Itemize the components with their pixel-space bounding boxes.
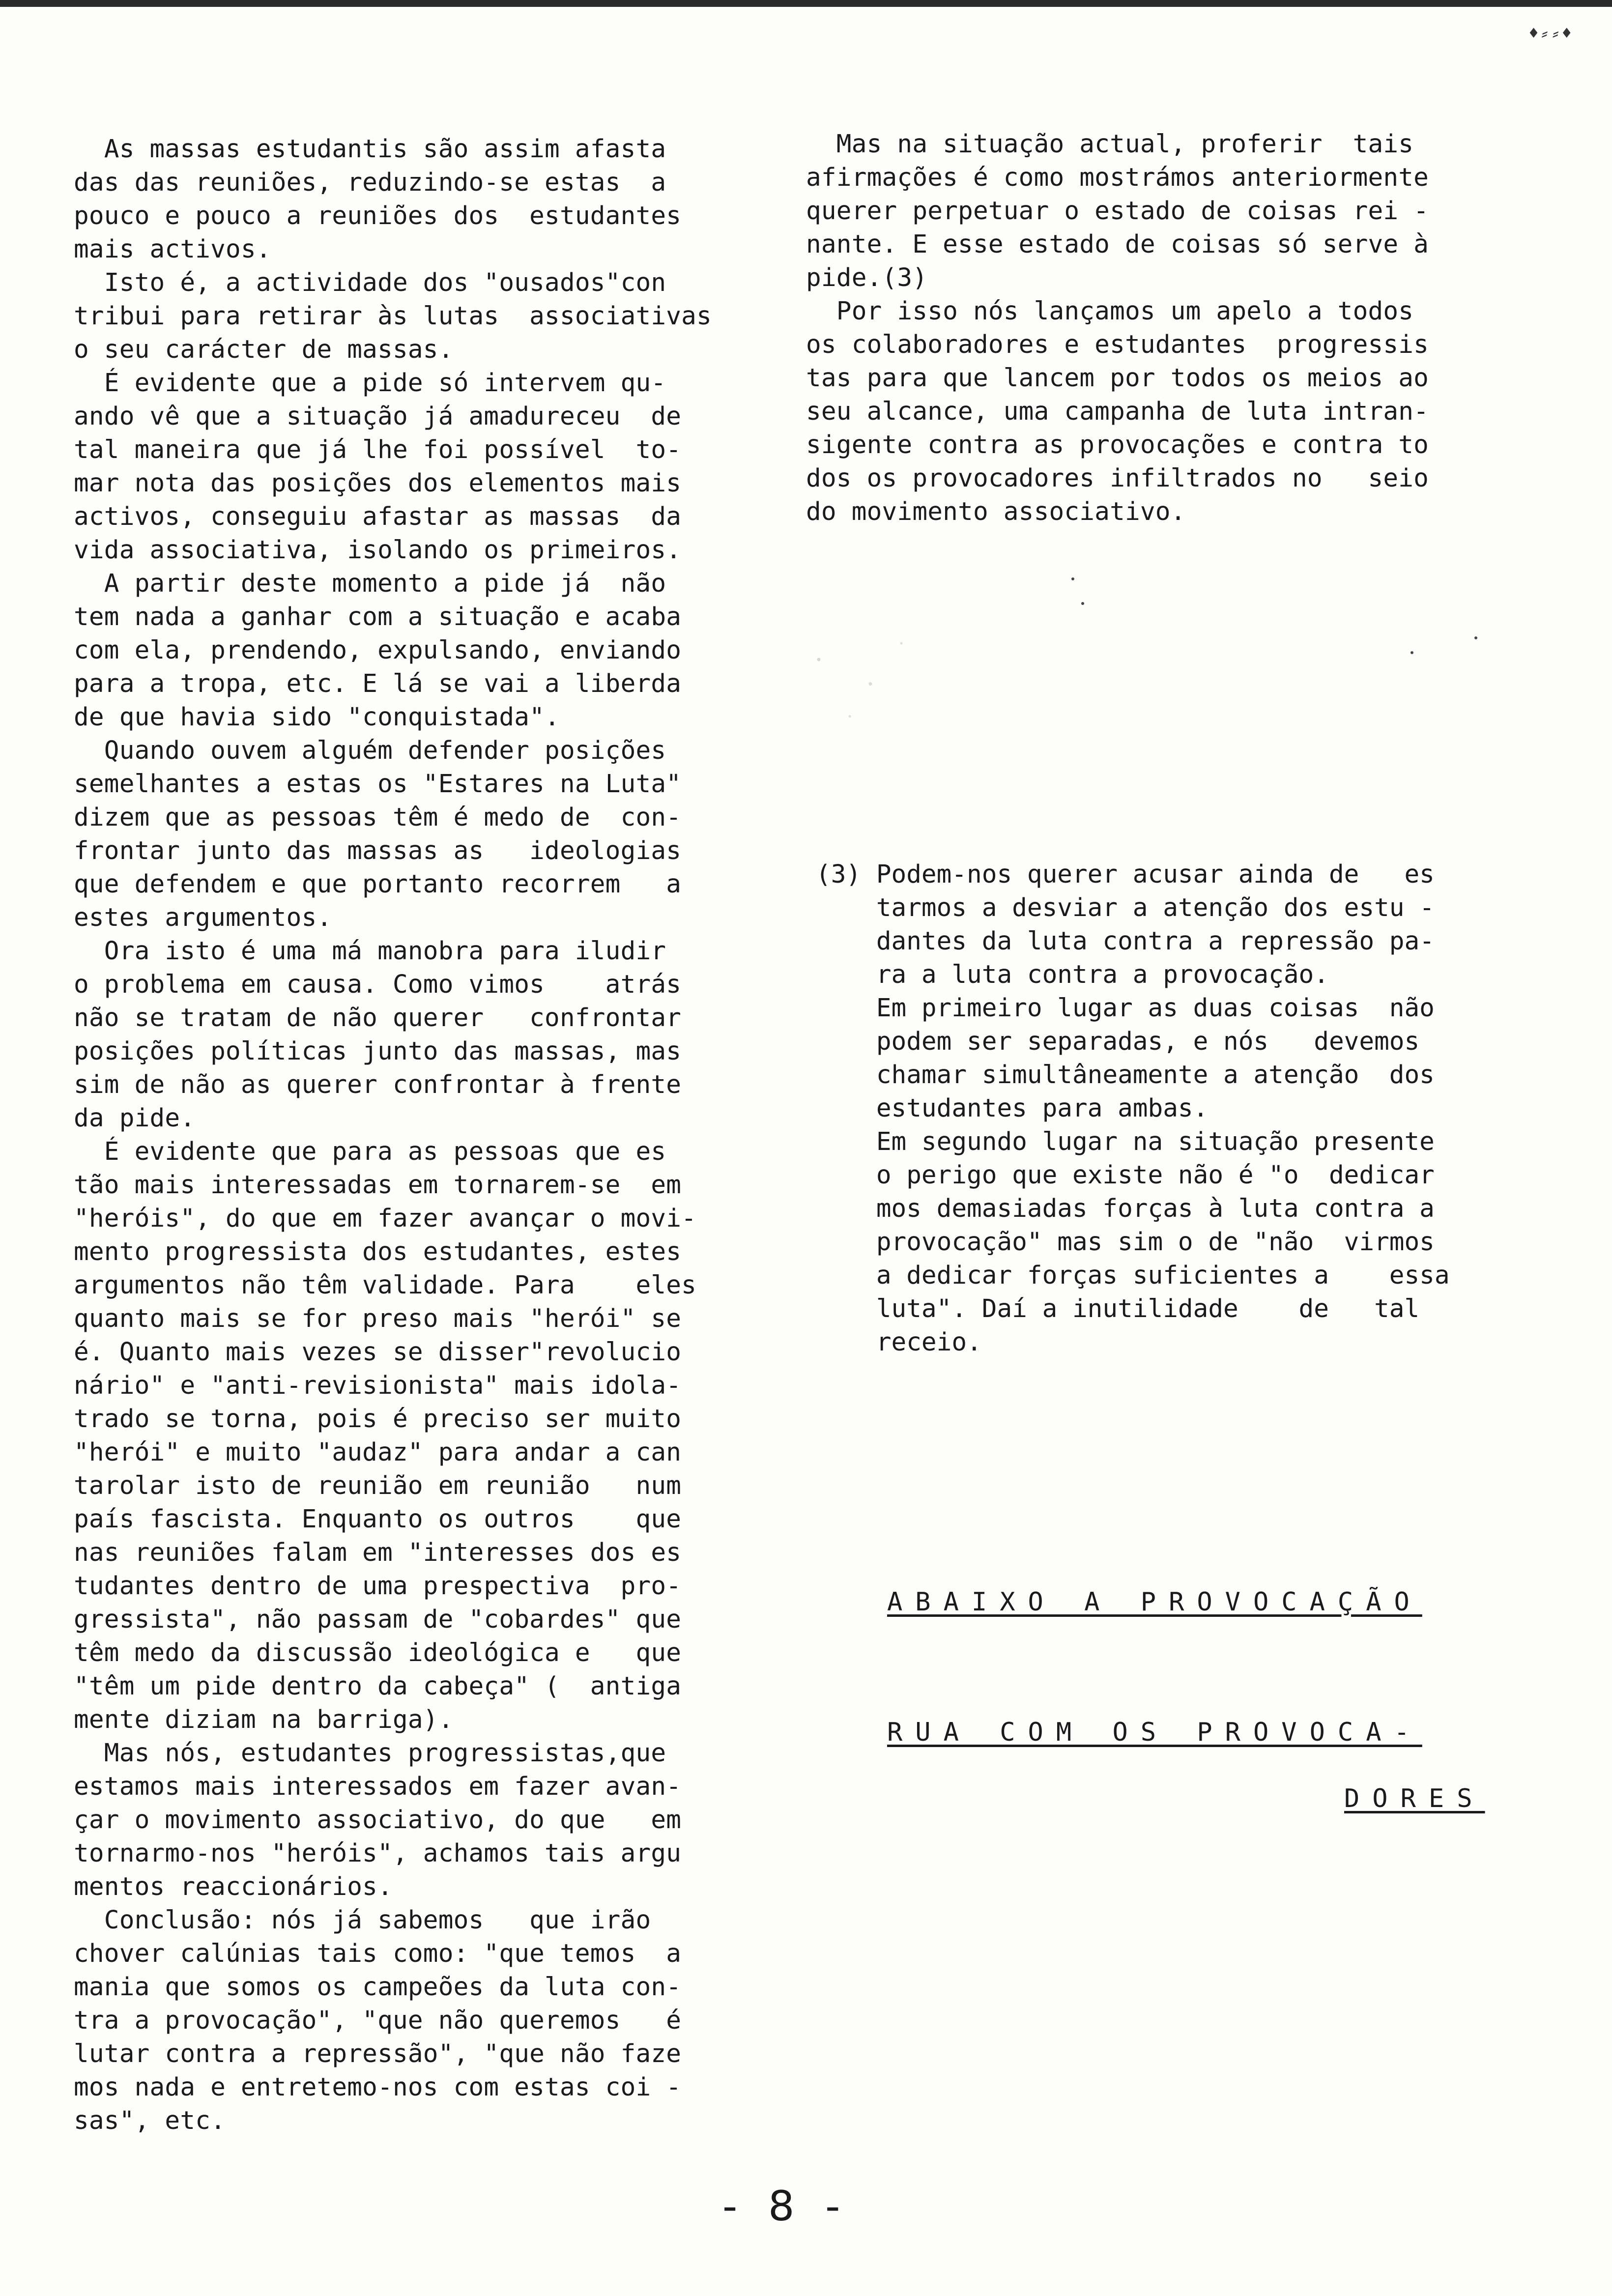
slogan-rua: RUA COM OS PROVOCA- [887, 1718, 1422, 1747]
text-line: Mas nós, estudantes progressistas,que [74, 1739, 666, 1768]
ink-speck [1410, 651, 1413, 654]
text-line: da pide. [74, 1104, 196, 1133]
text-line: Por isso nós lançamos um apelo a todos [806, 297, 1414, 326]
text-line: é. Quanto mais vezes se disser"revolucio [74, 1338, 682, 1367]
page-number: - 8 - [722, 2182, 849, 2230]
text-line: mento progressista dos estudantes, estes [74, 1237, 682, 1266]
text-line: pouco e pouco a reuniões dos estudantes [74, 201, 682, 230]
text-line: estamos mais interessados em fazer avan- [74, 1772, 682, 1801]
text-line: estes argumentos. [74, 903, 332, 932]
text-line: dizem que as pessoas têm é medo de con- [74, 803, 682, 832]
text-line: gressista", não passam de "cobardes" que [74, 1605, 682, 1634]
text-line: vida associativa, isolando os primeiros. [74, 536, 682, 565]
text-line: nário" e "anti-revisionista" mais idola- [74, 1371, 682, 1400]
text-line: não se tratam de não querer confrontar [74, 1004, 682, 1033]
slogan-dores: DORES [1344, 1784, 1485, 1813]
text-line: com ela, prendendo, expulsando, enviando [74, 636, 682, 665]
ink-speck [1474, 636, 1477, 639]
text-line: mar nota das posições dos elementos mais [74, 469, 682, 498]
footnote-line: mos demasiadas forças à luta contra a [816, 1194, 1435, 1223]
text-line: Ora isto é uma má manobra para iludir [74, 937, 666, 966]
text-line: As massas estudantis são assim afasta [74, 135, 666, 164]
text-line: sas", etc. [74, 2106, 226, 2135]
text-line: o seu carácter de massas. [74, 335, 454, 364]
text-line: tem nada a ganhar com a situação e acaba [74, 603, 682, 631]
text-line: do movimento associativo. [806, 497, 1186, 526]
text-line: tão mais interessadas em tornarem-se em [74, 1171, 682, 1200]
footnote-line: podem ser separadas, e nós devemos [816, 1027, 1420, 1056]
text-line: dos os provocadores infiltrados no seio [806, 464, 1429, 493]
footnote-line: (3) Podem-nos querer acusar ainda de es [816, 860, 1435, 889]
text-line: activos, conseguiu afastar as massas da [74, 502, 682, 531]
footnote-line: a dedicar forças suficientes a essa [816, 1261, 1450, 1290]
text-line: É evidente que para as pessoas que es [74, 1137, 666, 1166]
text-line: os colaboradores e estudantes progressis [806, 330, 1429, 359]
ink-speck [1081, 602, 1084, 605]
footnote-line: dantes da luta contra a repressão pa- [816, 927, 1435, 956]
text-line: "têm um pide dentro da cabeça" ( antiga [74, 1672, 682, 1701]
top-border [0, 0, 1612, 7]
text-line: Mas na situação actual, proferir tais [806, 130, 1414, 159]
text-line: É evidente que a pide só intervem qu- [74, 369, 666, 398]
footnote [816, 858, 1504, 1359]
footnote-line: luta". Daí a inutilidade de tal [816, 1294, 1420, 1323]
corner-mark: ♦⸗⸗♦ [1528, 24, 1573, 43]
text-line: tudantes dentro de uma prespectiva pro- [74, 1572, 682, 1601]
footnote-line: chamar simultâneamente a atenção dos [816, 1061, 1435, 1090]
text-line: Isto é, a actividade dos "ousados"con [74, 268, 666, 297]
text-line: mentos reaccionários. [74, 1872, 393, 1901]
text-line: A partir deste momento a pide já não [74, 569, 666, 598]
text-line: tarolar isto de reunião em reunião num [74, 1471, 682, 1500]
text-line: tornarmo-nos "heróis", achamos tais argu [74, 1839, 682, 1868]
ink-smudge [757, 595, 963, 757]
text-line: mente diziam na barriga). [74, 1705, 454, 1734]
ink-speck [1071, 577, 1074, 580]
text-line: pide.(3) [806, 263, 928, 292]
footnote-line: receio. [816, 1328, 982, 1357]
text-line: ando vê que a situação já amadureceu de [74, 402, 682, 431]
right-column [806, 128, 1494, 529]
text-line: sim de não as querer confrontar à frente [74, 1070, 682, 1099]
footnote-line: Em primeiro lugar as duas coisas não [816, 994, 1435, 1023]
text-line: tra a provocação", "que não queremos é [74, 2006, 682, 2035]
text-line: sigente contra as provocações e contra to [806, 430, 1429, 459]
footnote-line: Em segundo lugar na situação presente [816, 1127, 1435, 1156]
text-line: tal maneira que já lhe foi possível to- [74, 435, 682, 464]
text-line: "herói" e muito "audaz" para andar a can [74, 1438, 682, 1467]
text-line: para a tropa, etc. E lá se vai a liberda [74, 669, 682, 698]
text-line: querer perpetuar o estado de coisas rei - [806, 197, 1429, 226]
text-line: tribui para retirar às lutas associativas [74, 302, 712, 331]
text-line: que defendem e que portanto recorrem a [74, 870, 682, 899]
footnote-line: ra a luta contra a provocação. [816, 960, 1329, 989]
text-line: das das reuniões, reduzindo-se estas a [74, 168, 666, 197]
text-line: Conclusão: nós já sabemos que irão [74, 1906, 651, 1935]
text-line: mania que somos os campeões da luta con- [74, 1973, 682, 2002]
text-line: o problema em causa. Como vimos atrás [74, 970, 682, 999]
text-line: quanto mais se for preso mais "herói" se [74, 1304, 682, 1333]
text-line: chover calúnias tais como: "que temos a [74, 1939, 682, 1968]
text-line: nas reuniões falam em "interesses dos es [74, 1538, 682, 1567]
left-column [74, 133, 737, 2138]
text-line: afirmações é como mostrámos anteriormente [806, 163, 1429, 192]
footnote-line: tarmos a desviar a atenção dos estu - [816, 893, 1435, 922]
text-line: argumentos não têm validade. Para eles [74, 1271, 697, 1300]
text-line: país fascista. Enquanto os outros que [74, 1505, 682, 1534]
footnote-line: estudantes para ambas. [816, 1094, 1209, 1123]
text-line: frontar junto das massas as ideologias [74, 836, 682, 865]
text-line: posições políticas junto das massas, mas [74, 1037, 682, 1066]
text-line: seu alcance, uma campanha de luta intran- [806, 397, 1429, 426]
text-line: tas para que lancem por todos os meios ao [806, 364, 1429, 393]
text-line: mos nada e entretemo-nos com estas coi - [74, 2073, 682, 2102]
footnote-line: o perigo que existe não é "o dedicar [816, 1161, 1435, 1190]
slogan-abaixo: ABAIXO A PROVOCAÇÃO [887, 1587, 1422, 1617]
text-line: mais activos. [74, 235, 271, 264]
text-line: semelhantes a estas os "Estares na Luta" [74, 770, 682, 799]
footnote-line: provocação" mas sim o de "não virmos [816, 1228, 1435, 1257]
text-line: nante. E esse estado de coisas só serve à [806, 230, 1429, 259]
text-line: çar o movimento associativo, do que em [74, 1806, 682, 1835]
text-line: "heróis", do que em fazer avançar o movi- [74, 1204, 697, 1233]
text-line: Quando ouvem alguém defender posições [74, 736, 666, 765]
text-line: de que havia sido "conquistada". [74, 703, 560, 732]
text-line: lutar contra a repressão", "que não faze [74, 2039, 682, 2068]
text-line: trado se torna, pois é preciso ser muito [74, 1405, 682, 1434]
text-line: têm medo da discussão ideológica e que [74, 1638, 682, 1667]
